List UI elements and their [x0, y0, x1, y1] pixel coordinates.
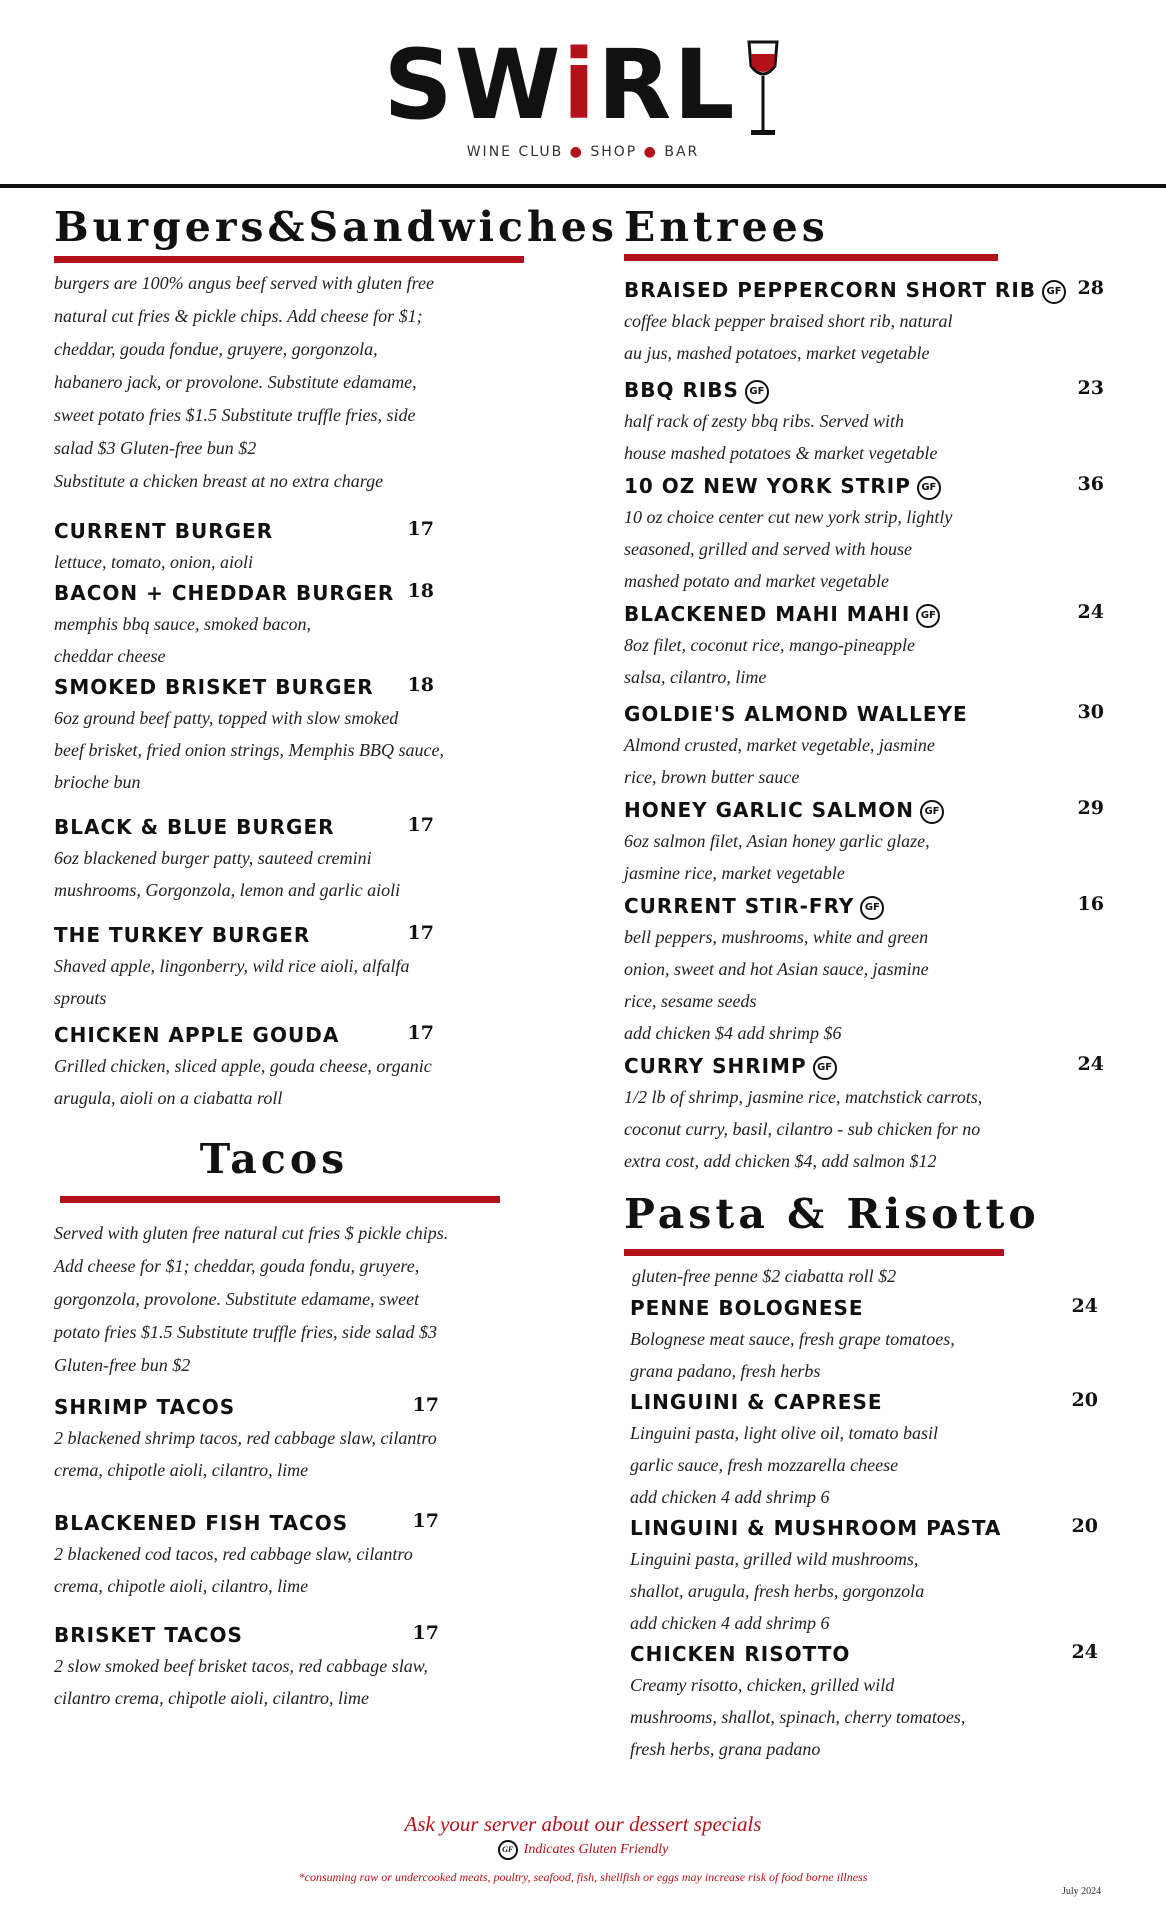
item-name — [624, 1051, 1104, 1081]
menu-date: July 2024 — [1062, 1886, 1102, 1897]
item-desc: bell peppers, mushrooms, white and green — [624, 927, 929, 947]
item-price: 23 — [1077, 377, 1104, 399]
item-price: 17 — [407, 814, 434, 836]
note-line: Served with gluten free natural cut fries $ pickle chips. — [54, 1223, 449, 1243]
item-desc: coffee black pepper braised short rib, natural — [624, 311, 953, 331]
item-name: BLACKENED FISH TACOS — [54, 1511, 349, 1535]
header-divider — [0, 184, 1166, 188]
menu-item — [54, 812, 554, 906]
menu-item — [630, 1639, 1104, 1765]
item-price: 29 — [1077, 797, 1104, 819]
note-line: burgers are 100% angus beef served with gluten free — [54, 273, 434, 293]
menu-item — [54, 920, 554, 1014]
section-underline — [60, 1196, 500, 1203]
item-name — [624, 471, 1104, 501]
menu-item — [624, 599, 1104, 693]
menu-item — [630, 1513, 1104, 1639]
item-price: 24 — [1071, 1295, 1098, 1317]
item-desc: extra cost, add chicken $4, add salmon $12 — [624, 1151, 937, 1171]
item-desc: Bolognese meat sauce, fresh grape tomatoes, — [630, 1329, 955, 1349]
item-name — [624, 891, 1104, 921]
tagline-bar: BAR — [664, 144, 700, 160]
section-burgers — [54, 200, 618, 1114]
item-name — [624, 375, 1104, 405]
burgers-note — [54, 267, 554, 498]
section-title-tacos: Tacos — [199, 1135, 349, 1183]
tagline — [0, 144, 1166, 160]
tagline-dot: ● — [643, 144, 658, 160]
item-desc: Linguini pasta, light olive oil, tomato basil — [630, 1423, 939, 1443]
menu-item — [624, 275, 1104, 369]
gluten-free-icon: GF — [745, 380, 769, 404]
item-name: GOLDIE'S ALMOND WALLEYE — [624, 702, 968, 726]
item-desc: 2 slow smoked beef brisket tacos, red cabbage slaw, — [54, 1656, 428, 1676]
item-desc: arugula, aioli on a ciabatta roll — [54, 1088, 283, 1108]
gluten-free-legend — [0, 1840, 1166, 1860]
section-underline — [624, 1249, 1004, 1256]
item-desc: crema, chipotle aioli, cilantro, lime — [54, 1460, 309, 1480]
item-desc: add chicken $4 add shrimp $6 — [624, 1023, 842, 1043]
pasta-note: gluten-free penne $2 ciabatta roll $2 — [632, 1266, 897, 1286]
item-desc: Creamy risotto, chicken, grilled wild — [630, 1675, 895, 1695]
menu-item — [54, 578, 554, 672]
menu-item — [624, 699, 1104, 793]
menu-item — [630, 1293, 1104, 1387]
item-price: 36 — [1077, 473, 1104, 495]
item-desc: add chicken 4 add shrimp 6 — [630, 1613, 830, 1633]
wine-glass-icon — [743, 36, 783, 140]
logo-text-prefix: SW — [383, 29, 563, 141]
item-desc: add chicken 4 add shrimp 6 — [630, 1487, 830, 1507]
item-price: 24 — [1071, 1641, 1098, 1663]
section-title-burgers: Burgers&Sandwiches — [54, 203, 618, 251]
menu-item — [54, 1508, 554, 1602]
item-price: 17 — [412, 1622, 439, 1644]
item-desc: Almond crusted, market vegetable, jasmine — [624, 735, 935, 755]
gluten-free-legend-text: Indicates Gluten Friendly — [523, 1842, 669, 1858]
item-price: 17 — [412, 1394, 439, 1416]
note-line: potato fries $1.5 Substitute truffle fries, side salad $3 — [54, 1322, 438, 1342]
item-desc: au jus, mashed potatoes, market vegetable — [624, 343, 930, 363]
item-desc: 6oz ground beef patty, topped with slow smoked — [54, 708, 399, 728]
item-desc: 6oz blackened burger patty, sauteed cremini — [54, 848, 372, 868]
left-column — [54, 200, 618, 1714]
item-price: 18 — [407, 580, 434, 602]
menu-item — [630, 1387, 1104, 1513]
item-price: 17 — [407, 922, 434, 944]
item-name-text: HONEY GARLIC SALMON — [624, 798, 914, 822]
item-desc: sprouts — [54, 988, 107, 1008]
note-line: Gluten-free bun $2 — [54, 1355, 191, 1375]
note-line: salad $3 Gluten-free bun $2 — [54, 438, 257, 458]
logo — [0, 30, 1166, 160]
item-name-text: 10 OZ NEW YORK STRIP — [624, 474, 911, 498]
item-desc: crema, chipotle aioli, cilantro, lime — [54, 1576, 309, 1596]
menu-item — [624, 375, 1104, 469]
item-desc: 2 blackened shrimp tacos, red cabbage slaw, cilantro — [54, 1428, 437, 1448]
item-desc: beef brisket, fried onion strings, Memphis BBQ sauce, — [54, 740, 444, 760]
item-name — [624, 275, 1104, 305]
item-desc: jasmine rice, market vegetable — [624, 863, 845, 883]
item-name: CHICKEN RISOTTO — [630, 1642, 851, 1666]
section-title-pasta: Pasta & Risotto — [624, 1190, 1040, 1238]
menu-item — [54, 672, 554, 798]
item-desc: onion, sweet and hot Asian sauce, jasmine — [624, 959, 929, 979]
item-name — [624, 795, 1104, 825]
menu-item — [624, 471, 1104, 597]
note-line: Add cheese for $1; cheddar, gouda fondu, gruyere, — [54, 1256, 420, 1276]
item-desc: garlic sauce, fresh mozzarella cheese — [630, 1455, 899, 1475]
item-name: CURRENT BURGER — [54, 519, 274, 543]
menu-item — [54, 516, 554, 578]
item-name: SHRIMP TACOS — [54, 1395, 236, 1419]
menu-item — [624, 795, 1104, 889]
section-entrees — [624, 200, 1104, 1177]
section-pasta — [624, 1187, 1104, 1765]
item-name-text: CURRENT STIR-FRY — [624, 894, 855, 918]
gluten-free-icon: GF — [813, 1056, 837, 1080]
item-name: SMOKED BRISKET BURGER — [54, 675, 374, 699]
item-name — [624, 599, 1104, 629]
tacos-note — [54, 1217, 554, 1382]
item-name: CHICKEN APPLE GOUDA — [54, 1023, 340, 1047]
item-desc: half rack of zesty bbq ribs. Served with — [624, 411, 904, 431]
item-desc: shallot, arugula, fresh herbs, gorgonzola — [630, 1581, 925, 1601]
tagline-wine-club: WINE CLUB — [466, 144, 564, 160]
menu-item — [624, 1051, 1104, 1177]
item-name-text: BLACKENED MAHI MAHI — [624, 602, 911, 626]
item-desc: 1/2 lb of shrimp, jasmine rice, matchstick carrots, — [624, 1087, 983, 1107]
item-desc: house mashed potatoes & market vegetable — [624, 443, 938, 463]
item-price: 20 — [1071, 1515, 1098, 1537]
gluten-free-icon: GF — [498, 1840, 518, 1860]
gluten-free-icon: GF — [916, 604, 940, 628]
menu-item — [54, 1020, 554, 1114]
item-name: LINGUINI & MUSHROOM PASTA — [630, 1516, 1002, 1540]
item-desc: salsa, cilantro, lime — [624, 667, 767, 687]
item-desc: 2 blackened cod tacos, red cabbage slaw, cilantro — [54, 1544, 413, 1564]
gluten-free-icon: GF — [917, 476, 941, 500]
right-column — [624, 200, 1104, 1765]
item-price: 24 — [1077, 1053, 1104, 1075]
item-price: 17 — [407, 518, 434, 540]
menu-item — [624, 891, 1104, 1049]
gluten-free-icon: GF — [920, 800, 944, 824]
item-desc: fresh herbs, grana padano — [630, 1739, 821, 1759]
tagline-shop: SHOP — [590, 144, 638, 160]
food-safety-warning: *consuming raw or undercooked meats, poultry, seafood, fish, shellfish or eggs may increase risk of food borne illness — [298, 1870, 868, 1884]
note-line: sweet potato fries $1.5 Substitute truffle fries, side — [54, 405, 416, 425]
item-desc: grana padano, fresh herbs — [630, 1361, 821, 1381]
logo-text-red: i — [562, 29, 598, 141]
section-underline — [624, 254, 998, 261]
item-desc: Shaved apple, lingonberry, wild rice aioli, alfalfa — [54, 956, 410, 976]
item-desc: 8oz filet, coconut rice, mango-pineapple — [624, 635, 915, 655]
item-desc: 10 oz choice center cut new york strip, lightly — [624, 507, 953, 527]
item-name: BACON + CHEDDAR BURGER — [54, 581, 395, 605]
section-underline — [54, 256, 524, 263]
item-price: 24 — [1077, 601, 1104, 623]
item-price: 30 — [1077, 701, 1104, 723]
item-desc: memphis bbq sauce, smoked bacon, — [54, 614, 311, 634]
item-desc: mushrooms, shallot, spinach, cherry tomatoes, — [630, 1707, 966, 1727]
item-desc: Grilled chicken, sliced apple, gouda cheese, organic — [54, 1056, 432, 1076]
item-name-text: BRAISED PEPPERCORN SHORT RIB — [624, 278, 1037, 302]
item-price: 28 — [1077, 277, 1104, 299]
note-line: Substitute a chicken breast at no extra charge — [54, 471, 384, 491]
menu-item — [54, 1620, 554, 1714]
dessert-specials-note: Ask your server about our dessert specials — [404, 1812, 762, 1836]
note-line: habanero jack, or provolone. Substitute edamame, — [54, 372, 417, 392]
item-price: 16 — [1077, 893, 1104, 915]
tagline-dot: ● — [569, 144, 584, 160]
gluten-free-icon: GF — [1042, 280, 1066, 304]
item-desc: cheddar cheese — [54, 646, 166, 666]
item-desc: rice, brown butter sauce — [624, 767, 800, 787]
item-name: BLACK & BLUE BURGER — [54, 815, 335, 839]
item-desc: rice, sesame seeds — [624, 991, 757, 1011]
item-price: 20 — [1071, 1389, 1098, 1411]
menu-item — [54, 1392, 554, 1486]
item-name: PENNE BOLOGNESE — [630, 1296, 864, 1320]
item-name: LINGUINI & CAPRESE — [630, 1390, 883, 1414]
item-desc: seasoned, grilled and served with house — [624, 539, 912, 559]
note-line: natural cut fries & pickle chips. Add cheese for $1; — [54, 306, 423, 326]
section-title-entrees: Entrees — [624, 203, 829, 251]
note-line: cheddar, gouda fondue, gruyere, gorgonzola, — [54, 339, 378, 359]
item-price: 18 — [407, 674, 434, 696]
logo-text-suffix: RL — [597, 29, 737, 141]
item-desc: mushrooms, Gorgonzola, lemon and garlic aioli — [54, 880, 401, 900]
gluten-free-icon: GF — [860, 896, 884, 920]
item-name-text: CURRY SHRIMP — [624, 1054, 807, 1078]
item-desc: cilantro crema, chipotle aioli, cilantro, lime — [54, 1688, 369, 1708]
item-desc: coconut curry, basil, cilantro - sub chicken for no — [624, 1119, 981, 1139]
item-name: THE TURKEY BURGER — [54, 923, 311, 947]
item-name: BRISKET TACOS — [54, 1623, 243, 1647]
item-desc: brioche bun — [54, 772, 141, 792]
note-line: gorgonzola, provolone. Substitute edamame, sweet — [54, 1289, 420, 1309]
item-price: 17 — [407, 1022, 434, 1044]
section-tacos — [54, 1132, 554, 1714]
item-desc: 6oz salmon filet, Asian honey garlic glaze, — [624, 831, 930, 851]
item-name-text: BBQ RIBS — [624, 378, 739, 402]
item-desc: mashed potato and market vegetable — [624, 571, 889, 591]
item-price: 17 — [412, 1510, 439, 1532]
logo-wordmark — [383, 30, 782, 140]
item-desc: Linguini pasta, grilled wild mushrooms, — [630, 1549, 919, 1569]
item-desc: lettuce, tomato, onion, aioli — [54, 552, 253, 572]
